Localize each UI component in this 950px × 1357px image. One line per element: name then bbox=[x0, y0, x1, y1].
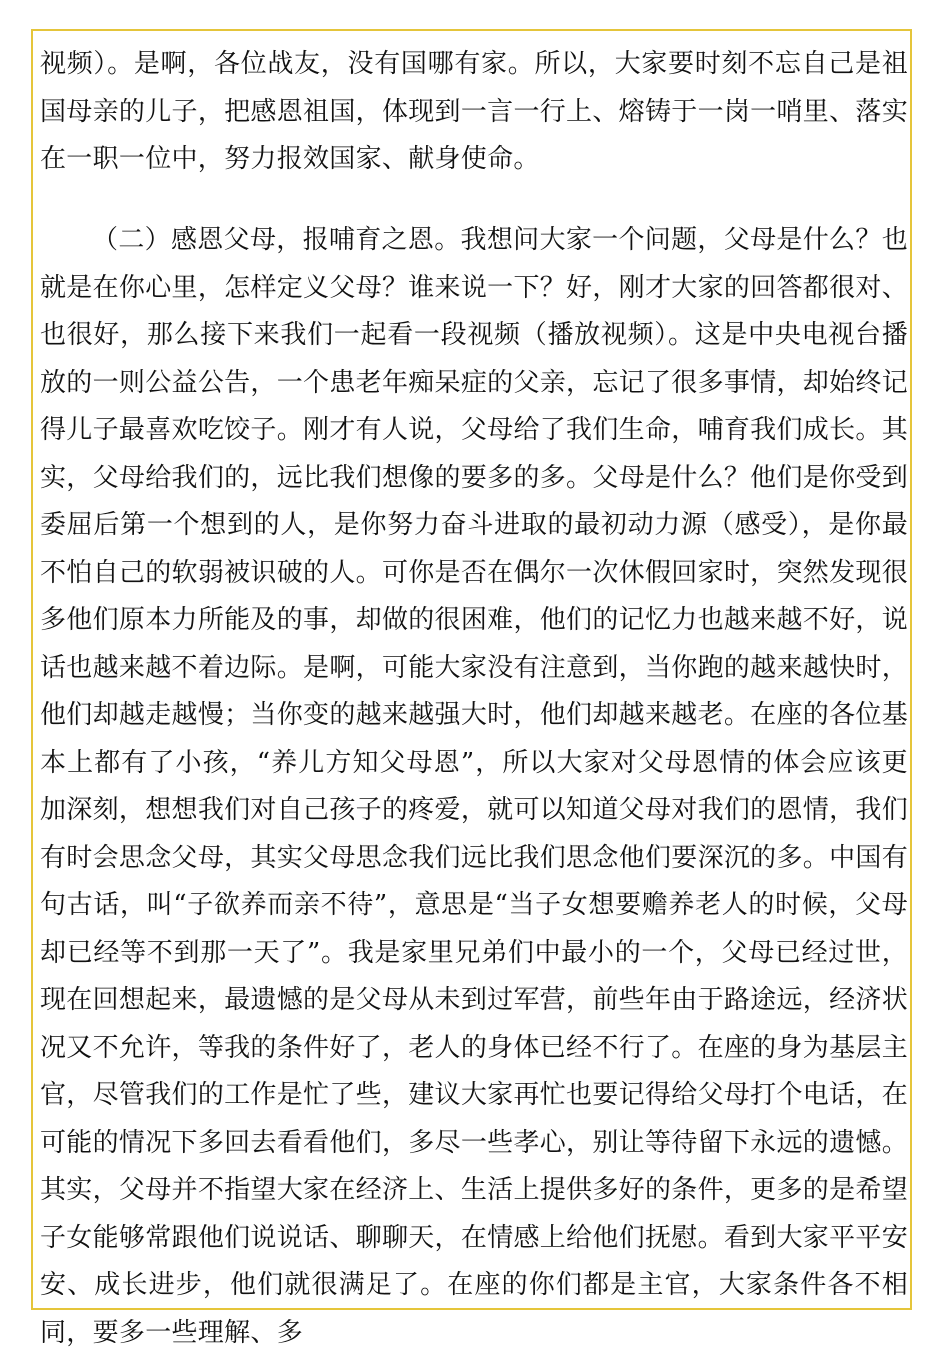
paragraph-2: （二）感恩父母，报哺育之恩。我想问大家一个问题，父母是什么？也就是在你心里，怎样定义父母？谁来说一下？好，刚才大家的回答都很对、也很好，那么接下来我们一起看一段视频（播放视频）。这是中央电视台播放的一则公益公告，一个患老年痴呆症的父亲，忘记了很多事情，却始终记得儿子最喜欢吃饺子。刚才有人说，父母给了我们生命，哺育我们成长。其实，父母给我们的，远比我们想像的要多的多。父母是什么？他们是你受到委屈后第一个想到的人，是你努力奋斗进取的最初动力源（感受），是你最不怕自己的软弱被识破的人。可你是否在偶尔一次休假回家时，突然发现很多他们原本力所能及的事，却做的很困难，他们的记忆力也越来越不好，说话也越来越不着边际。是啊，可能大家没有注意到，当你跑的越来越快时，他们却越走越慢；当你变的越来越强大时，他们却越来越老。在座的各位基本上都有了小孩，“养儿方知父母恩”，所以大家对父母恩情的体会应该更加深刻，想想我们对自己孩子的疼爱，就可以知道父母对我们的恩情，我们有时会思念父母，其实父母思念我们远比我们思念他们要深沉的多。中国有句古话，叫“子欲养而亲不待”，意思是“当子女想要赡养老人的时候，父母却已经等不到那一天了”。我是家里兄弟们中最小的一个，父母已经过世，现在回想起来，最遗憾的是父母从未到过军营，前些年由于路途远，经济状况又不允许，等我的条件好了，老人的身体已经不行了。在座的身为基层主官，尽管我们的工作是忙了些，建议大家再忙也要记得给父母打个电话，在可能的情况下多回去看看他们，多尽一些孝心，别让等待留下永远的遗憾。其实，父母并不指望大家在经济上、生活上提供多好的条件，更多的是希望子女能够常跟他们说说话、聊聊天，在情感上给他们抚慰。看到大家平平安安、成长进步，他们就很满足了。在座的你们都是主官，大家条件各不相同，要多一些理解、多 bbox=[40, 225, 908, 1348]
paragraph-1: 视频）。是啊，各位战友，没有国哪有家。所以，大家要时刻不忘自己是祖国母亲的儿子，把感恩祖国，体现到一言一行上、熔铸于一岗一哨里、落实在一职一位中，努力报效国家、献身使命。 bbox=[40, 49, 908, 174]
